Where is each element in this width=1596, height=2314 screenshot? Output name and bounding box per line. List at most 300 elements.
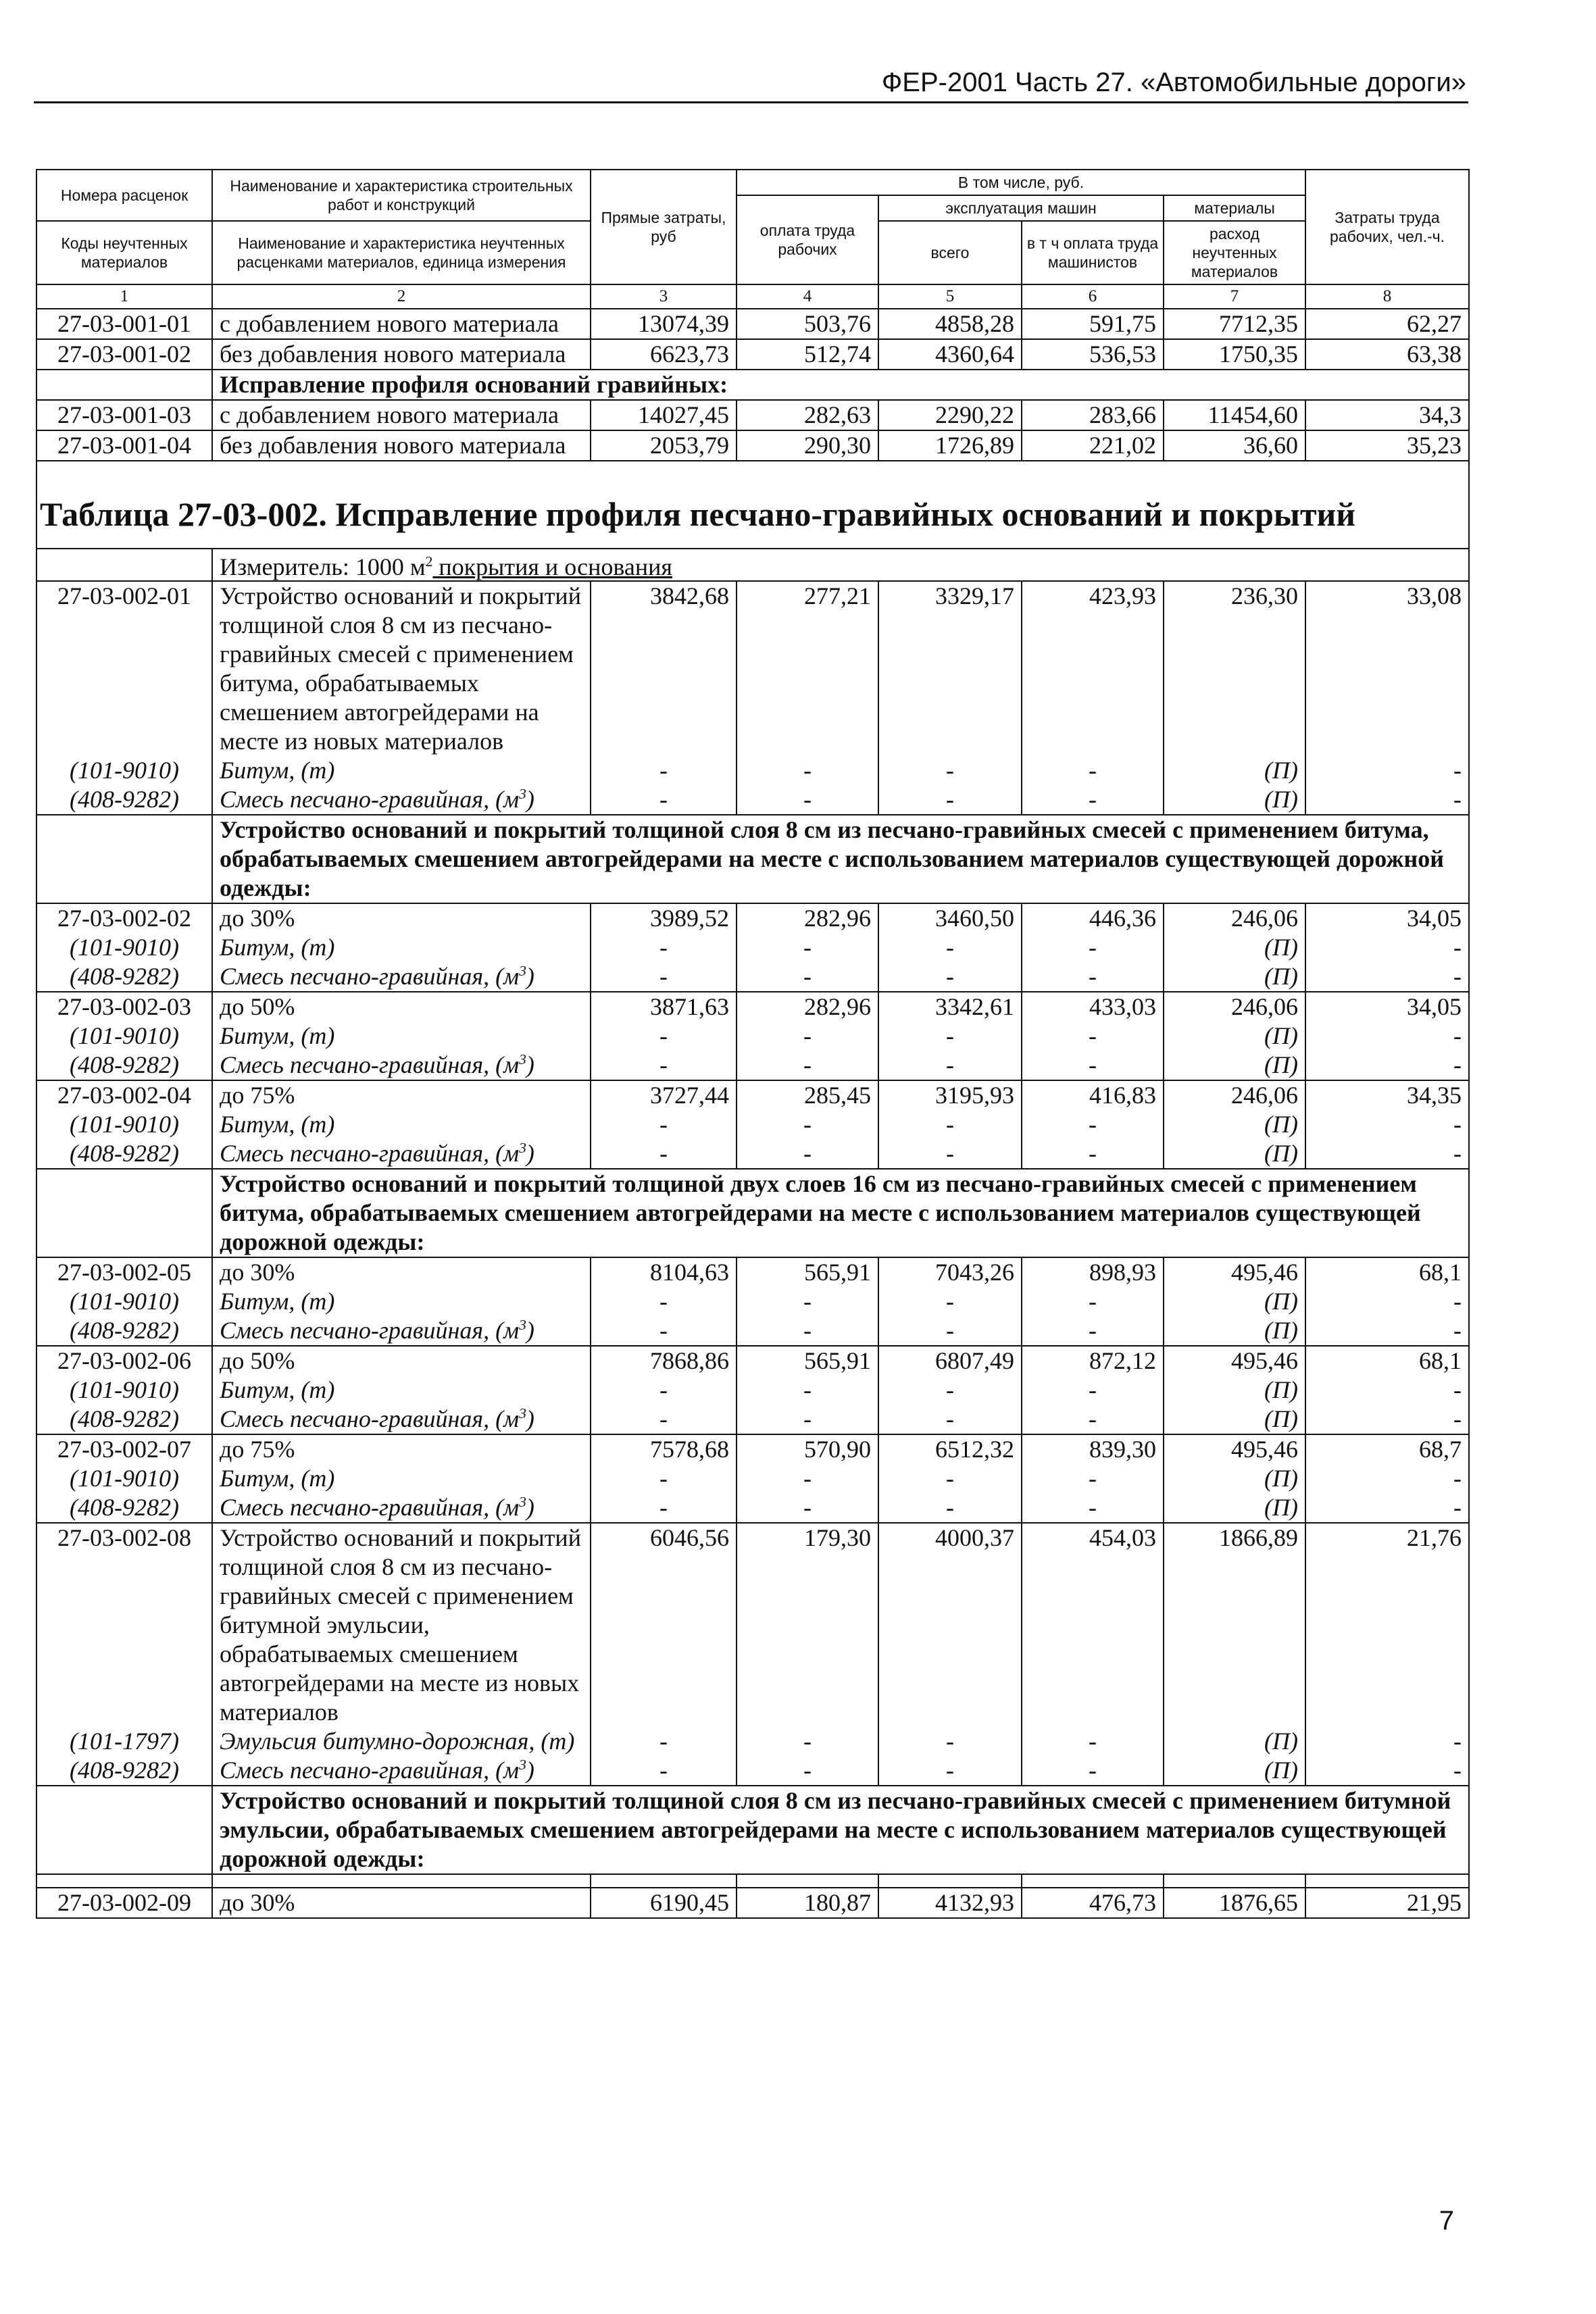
empty-value-dash: - xyxy=(1022,1110,1164,1139)
rate-machines: 6512,32 xyxy=(878,1434,1022,1464)
rate-materials: 495,46 xyxy=(1164,1434,1305,1464)
blank-cell xyxy=(878,1874,1022,1888)
material-row xyxy=(36,1316,1469,1346)
hdr-col2-bottom: Наименование и характеристика неучтенных расценками материалов, единица измерения xyxy=(212,221,591,284)
material-name-text: Эмульсия битумно-дорожная, (т) xyxy=(220,1728,575,1755)
material-name xyxy=(212,1405,591,1434)
material-name-text: Смесь песчано-гравийная, (м xyxy=(220,1140,520,1167)
meter-text xyxy=(212,549,1469,581)
column-numbers-row xyxy=(36,284,1469,309)
hdr-direct-costs: Прямые затраты, руб xyxy=(591,170,737,284)
material-code: (408-9282) xyxy=(36,962,212,992)
rate-row xyxy=(36,1434,1469,1464)
unaccounted-material-mark: (П) xyxy=(1164,785,1305,815)
rate-row xyxy=(36,339,1469,370)
material-name-text: Битум, (т) xyxy=(220,1111,335,1138)
rate-operators: 283,66 xyxy=(1022,400,1164,430)
hdr-materials: материалы xyxy=(1164,195,1305,221)
unaccounted-material-mark: (П) xyxy=(1164,1464,1305,1493)
empty-value-dash: - xyxy=(591,1405,737,1434)
section-heading: Исправление профиля оснований гравийных: xyxy=(212,370,1469,400)
unaccounted-material-mark: (П) xyxy=(1164,1493,1305,1523)
empty-value-dash: - xyxy=(1305,1405,1469,1434)
material-code: (408-9282) xyxy=(36,785,212,815)
blank-cell xyxy=(212,1874,591,1888)
rate-operators: 872,12 xyxy=(1022,1346,1164,1376)
empty-value-dash: - xyxy=(878,1316,1022,1346)
rate-name: до 30% xyxy=(212,1888,591,1918)
empty-value-dash: - xyxy=(878,756,1022,785)
rate-direct: 3842,68 xyxy=(591,581,737,756)
empty-value-dash: - xyxy=(1305,1022,1469,1051)
rate-direct: 14027,45 xyxy=(591,400,737,430)
rate-code: 27-03-002-07 xyxy=(36,1434,212,1464)
meter-superscript: 2 xyxy=(425,553,433,570)
col-number: 8 xyxy=(1305,284,1469,309)
rate-hours: 63,38 xyxy=(1305,339,1469,370)
empty-value-dash: - xyxy=(737,1376,878,1405)
rate-operators: 416,83 xyxy=(1022,1080,1164,1110)
empty-value-dash: - xyxy=(1022,1405,1164,1434)
hdr-labor-hours: Затраты труда рабочих, чел.-ч. xyxy=(1305,170,1469,284)
rate-materials: 1866,89 xyxy=(1164,1523,1305,1727)
material-name xyxy=(212,756,591,785)
meter-spacer xyxy=(36,549,212,581)
empty-value-dash: - xyxy=(591,1316,737,1346)
rate-labor: 565,91 xyxy=(737,1257,878,1287)
rate-machines: 6807,49 xyxy=(878,1346,1022,1376)
hdr-col2-top: Наименование и характеристика строительных работ и конструкций xyxy=(212,170,591,221)
empty-value-dash: - xyxy=(878,1405,1022,1434)
rate-direct: 8104,63 xyxy=(591,1257,737,1287)
rate-operators: 839,30 xyxy=(1022,1434,1164,1464)
hdr-col1-top: Номера расценок xyxy=(36,170,212,221)
empty-value-dash: - xyxy=(737,1051,878,1080)
empty-value-dash: - xyxy=(1022,1376,1164,1405)
rate-row xyxy=(36,903,1469,933)
material-row xyxy=(36,1405,1469,1434)
rate-code: 27-03-002-05 xyxy=(36,1257,212,1287)
material-name-text: Смесь песчано-гравийная, (м xyxy=(220,1317,520,1344)
rate-code: 27-03-002-01 xyxy=(36,581,212,756)
empty-value-dash: - xyxy=(878,1022,1022,1051)
material-code: (408-9282) xyxy=(36,1405,212,1434)
rate-hours: 21,76 xyxy=(1305,1523,1469,1727)
material-name xyxy=(212,1022,591,1051)
unaccounted-material-mark: (П) xyxy=(1164,962,1305,992)
empty-value-dash: - xyxy=(878,1139,1022,1169)
empty-value-dash: - xyxy=(737,933,878,962)
rate-materials: 495,46 xyxy=(1164,1257,1305,1287)
rate-machines: 7043,26 xyxy=(878,1257,1022,1287)
material-code: (101-1797) xyxy=(36,1727,212,1756)
rate-direct: 3989,52 xyxy=(591,903,737,933)
rate-code: 27-03-002-04 xyxy=(36,1080,212,1110)
rate-materials: 1876,65 xyxy=(1164,1888,1305,1918)
hdr-operators-pay: в т ч оплата труда машинистов xyxy=(1022,221,1164,284)
rate-name: с добавлением нового материала xyxy=(212,400,591,430)
empty-value-dash: - xyxy=(1022,962,1164,992)
col-number: 6 xyxy=(1022,284,1164,309)
page-header: ФЕР-2001 Часть 27. «Автомобильные дороги» xyxy=(881,68,1466,97)
material-code: (408-9282) xyxy=(36,1493,212,1523)
rate-labor: 290,30 xyxy=(737,430,878,461)
material-code: (101-9010) xyxy=(36,756,212,785)
empty-value-dash: - xyxy=(878,1464,1022,1493)
material-row xyxy=(36,1139,1469,1169)
meter-prefix: Измеритель: 1000 м xyxy=(220,553,426,580)
blank-cell xyxy=(591,1874,737,1888)
empty-value-dash: - xyxy=(737,785,878,815)
col-number: 2 xyxy=(212,284,591,309)
rate-direct: 13074,39 xyxy=(591,309,737,339)
material-name xyxy=(212,1464,591,1493)
empty-value-dash: - xyxy=(737,1287,878,1316)
rate-materials: 11454,60 xyxy=(1164,400,1305,430)
empty-value-dash: - xyxy=(737,756,878,785)
rate-name: без добавления нового материала xyxy=(212,430,591,461)
table-title-row xyxy=(36,461,1469,549)
empty-value-dash: - xyxy=(591,1051,737,1080)
col-number: 7 xyxy=(1164,284,1305,309)
empty-value-dash: - xyxy=(591,1287,737,1316)
empty-value-dash: - xyxy=(1305,1493,1469,1523)
material-name xyxy=(212,1316,591,1346)
rate-hours: 33,08 xyxy=(1305,581,1469,756)
rate-materials: 246,06 xyxy=(1164,903,1305,933)
empty-value-dash: - xyxy=(591,1376,737,1405)
empty-value-dash: - xyxy=(591,1493,737,1523)
material-name-text: Битум, (т) xyxy=(220,757,335,784)
material-row xyxy=(36,1464,1469,1493)
rate-materials: 246,06 xyxy=(1164,1080,1305,1110)
empty-value-dash: - xyxy=(737,1464,878,1493)
rate-operators: 898,93 xyxy=(1022,1257,1164,1287)
rates-table xyxy=(36,169,1470,1919)
rate-direct: 7578,68 xyxy=(591,1434,737,1464)
empty-value-dash: - xyxy=(1022,1493,1164,1523)
rate-labor: 179,30 xyxy=(737,1523,878,1727)
blank-cell xyxy=(1164,1874,1305,1888)
header-row-1 xyxy=(36,170,1469,195)
rate-name: до 50% xyxy=(212,1346,591,1376)
material-name-text: Смесь песчано-гравийная, (м xyxy=(220,1051,520,1078)
rate-code: 27-03-001-04 xyxy=(36,430,212,461)
empty-value-dash: - xyxy=(878,1287,1022,1316)
material-name-text: ) xyxy=(526,963,534,990)
material-row xyxy=(36,1022,1469,1051)
rate-row xyxy=(36,1257,1469,1287)
rate-name: до 30% xyxy=(212,1257,591,1287)
unit-superscript: 3 xyxy=(519,1140,526,1156)
rate-labor: 512,74 xyxy=(737,339,878,370)
empty-value-dash: - xyxy=(591,1756,737,1786)
empty-value-dash: - xyxy=(1305,1376,1469,1405)
rate-row xyxy=(36,1080,1469,1110)
unaccounted-material-mark: (П) xyxy=(1164,1376,1305,1405)
rate-operators: 536,53 xyxy=(1022,339,1164,370)
unaccounted-material-mark: (П) xyxy=(1164,1316,1305,1346)
blank-cell xyxy=(36,1874,212,1888)
empty-value-dash: - xyxy=(591,1022,737,1051)
material-name xyxy=(212,1727,591,1756)
blank-cell xyxy=(737,1874,878,1888)
unaccounted-material-mark: (П) xyxy=(1164,756,1305,785)
rate-hours: 21,95 xyxy=(1305,1888,1469,1918)
empty-value-dash: - xyxy=(1305,1464,1469,1493)
section-spacer xyxy=(36,815,212,903)
rate-direct: 3871,63 xyxy=(591,992,737,1022)
empty-value-dash: - xyxy=(737,1493,878,1523)
rate-row xyxy=(36,430,1469,461)
hdr-group: В том числе, руб. xyxy=(737,170,1305,195)
rate-row xyxy=(36,1523,1469,1727)
blank-cell xyxy=(1305,1874,1469,1888)
material-code: (101-9010) xyxy=(36,1464,212,1493)
rate-direct: 6046,56 xyxy=(591,1523,737,1727)
rate-name: с добавлением нового материала xyxy=(212,309,591,339)
material-row xyxy=(36,1110,1469,1139)
rate-code: 27-03-002-08 xyxy=(36,1523,212,1727)
hdr-unaccounted-materials: расход неучтенных материалов xyxy=(1164,221,1305,284)
rate-name: до 50% xyxy=(212,992,591,1022)
empty-value-dash: - xyxy=(591,1110,737,1139)
unaccounted-material-mark: (П) xyxy=(1164,1022,1305,1051)
unit-superscript: 3 xyxy=(519,1494,526,1510)
rate-name: Устройство оснований и покрытий толщиной слоя 8 см из песчано-гравийных смесей с применением битума, обрабатываемых смешением автогрейдерами на месте из новых материалов xyxy=(212,581,591,756)
unit-superscript: 3 xyxy=(519,1317,526,1333)
rate-hours: 35,23 xyxy=(1305,430,1469,461)
empty-value-dash: - xyxy=(1022,1756,1164,1786)
empty-value-dash: - xyxy=(1305,756,1469,785)
section-spacer xyxy=(36,1786,212,1874)
section-row xyxy=(36,815,1469,903)
rate-name: до 75% xyxy=(212,1080,591,1110)
rate-code: 27-03-001-01 xyxy=(36,309,212,339)
empty-value-dash: - xyxy=(878,1493,1022,1523)
material-code: (408-9282) xyxy=(36,1139,212,1169)
material-name xyxy=(212,1287,591,1316)
empty-value-dash: - xyxy=(591,1727,737,1756)
material-code: (101-9010) xyxy=(36,1287,212,1316)
empty-value-dash: - xyxy=(1305,1110,1469,1139)
material-name-text: ) xyxy=(526,1317,534,1344)
empty-value-dash: - xyxy=(737,1139,878,1169)
material-name-text: Смесь песчано-гравийная, (м xyxy=(220,963,520,990)
empty-value-dash: - xyxy=(737,1405,878,1434)
rate-name: Устройство оснований и покрытий толщиной слоя 8 см из песчано-гравийных смесей с применением битумной эмульсии, обрабатываемых смешением автогрейдерами на месте из новых материалов xyxy=(212,1523,591,1727)
rate-machines: 3460,50 xyxy=(878,903,1022,933)
material-name-text: Смесь песчано-гравийная, (м xyxy=(220,786,520,813)
material-code: (101-9010) xyxy=(36,1376,212,1405)
col-number: 4 xyxy=(737,284,878,309)
rate-labor: 565,91 xyxy=(737,1346,878,1376)
rate-code: 27-03-002-02 xyxy=(36,903,212,933)
material-name-text: Битум, (т) xyxy=(220,934,335,961)
material-name xyxy=(212,1139,591,1169)
material-name xyxy=(212,785,591,815)
material-code: (408-9282) xyxy=(36,1051,212,1080)
section-heading: Устройство оснований и покрытий толщиной слоя 8 см из песчано-гравийных смесей с применением битума, обрабатываемых смешением автогрейдерами на месте с использованием материалов существующей дорожной одежды: xyxy=(212,815,1469,903)
material-code: (101-9010) xyxy=(36,933,212,962)
empty-value-dash: - xyxy=(737,962,878,992)
unaccounted-material-mark: (П) xyxy=(1164,1110,1305,1139)
rate-machines: 4858,28 xyxy=(878,309,1022,339)
rate-labor: 282,63 xyxy=(737,400,878,430)
unaccounted-material-mark: (П) xyxy=(1164,933,1305,962)
unit-superscript: 3 xyxy=(519,963,526,979)
material-row xyxy=(36,1051,1469,1080)
header-rule xyxy=(34,101,1468,103)
rate-labor: 180,87 xyxy=(737,1888,878,1918)
rate-direct: 3727,44 xyxy=(591,1080,737,1110)
material-name xyxy=(212,1376,591,1405)
material-name xyxy=(212,1110,591,1139)
rate-labor: 570,90 xyxy=(737,1434,878,1464)
rate-machines: 4360,64 xyxy=(878,339,1022,370)
material-name-text: Смесь песчано-гравийная, (м xyxy=(220,1494,520,1521)
empty-value-dash: - xyxy=(1305,1139,1469,1169)
material-name xyxy=(212,1756,591,1786)
material-name-text: Битум, (т) xyxy=(220,1376,335,1403)
material-name-text: ) xyxy=(526,1494,534,1521)
col-number: 3 xyxy=(591,284,737,309)
material-name-text: ) xyxy=(526,1140,534,1167)
unaccounted-material-mark: (П) xyxy=(1164,1756,1305,1786)
empty-value-dash: - xyxy=(591,785,737,815)
material-code: (101-9010) xyxy=(36,1110,212,1139)
material-name xyxy=(212,933,591,962)
empty-value-dash: - xyxy=(591,1139,737,1169)
hdr-col1-bottom: Коды неучтенных материалов xyxy=(36,221,212,284)
material-name xyxy=(212,962,591,992)
unit-superscript: 3 xyxy=(519,1405,526,1422)
empty-value-dash: - xyxy=(1305,1727,1469,1756)
material-row xyxy=(36,933,1469,962)
rate-direct: 2053,79 xyxy=(591,430,737,461)
rate-machines: 2290,22 xyxy=(878,400,1022,430)
page-number: 7 xyxy=(1439,2206,1454,2236)
rate-direct: 6190,45 xyxy=(591,1888,737,1918)
unaccounted-material-mark: (П) xyxy=(1164,1051,1305,1080)
section-spacer xyxy=(36,1169,212,1257)
material-row xyxy=(36,1493,1469,1523)
rate-name: до 75% xyxy=(212,1434,591,1464)
material-name-text: ) xyxy=(526,1051,534,1078)
section-row xyxy=(36,1169,1469,1257)
empty-value-dash: - xyxy=(737,1316,878,1346)
rate-row xyxy=(36,1346,1469,1376)
material-row xyxy=(36,1727,1469,1756)
rate-machines: 1726,89 xyxy=(878,430,1022,461)
rate-row xyxy=(36,581,1469,756)
rate-materials: 1750,35 xyxy=(1164,339,1305,370)
rate-hours: 34,05 xyxy=(1305,903,1469,933)
empty-value-dash: - xyxy=(1305,1316,1469,1346)
unit-superscript: 3 xyxy=(519,1757,526,1773)
empty-value-dash: - xyxy=(1022,1022,1164,1051)
rate-row xyxy=(36,309,1469,339)
rate-direct: 6623,73 xyxy=(591,339,737,370)
rate-code: 27-03-002-09 xyxy=(36,1888,212,1918)
empty-value-dash: - xyxy=(1305,1051,1469,1080)
empty-value-dash: - xyxy=(591,756,737,785)
rate-hours: 68,1 xyxy=(1305,1257,1469,1287)
material-name-text: Битум, (т) xyxy=(220,1288,335,1315)
rate-labor: 277,21 xyxy=(737,581,878,756)
rate-row xyxy=(36,1888,1469,1918)
empty-value-dash: - xyxy=(1305,1756,1469,1786)
rate-materials: 495,46 xyxy=(1164,1346,1305,1376)
section-spacer xyxy=(36,370,212,400)
rate-operators: 454,03 xyxy=(1022,1523,1164,1727)
empty-value-dash: - xyxy=(591,933,737,962)
rate-materials: 236,30 xyxy=(1164,581,1305,756)
rate-hours: 68,1 xyxy=(1305,1346,1469,1376)
empty-value-dash: - xyxy=(1022,756,1164,785)
rate-machines: 4000,37 xyxy=(878,1523,1022,1727)
rate-machines: 3342,61 xyxy=(878,992,1022,1022)
empty-value-dash: - xyxy=(591,962,737,992)
rate-operators: 446,36 xyxy=(1022,903,1164,933)
unaccounted-material-mark: (П) xyxy=(1164,1287,1305,1316)
empty-value-dash: - xyxy=(1305,1287,1469,1316)
section-heading: Устройство оснований и покрытий толщиной слоя 8 см из песчано-гравийных смесей с применением битумной эмульсии, обрабатываемых смешением автогрейдерами на месте с использованием материалов существующей дорожной одежды: xyxy=(212,1786,1469,1874)
unaccounted-material-mark: (П) xyxy=(1164,1139,1305,1169)
material-row xyxy=(36,962,1469,992)
empty-value-dash: - xyxy=(1022,1139,1164,1169)
empty-value-dash: - xyxy=(878,1110,1022,1139)
rate-labor: 285,45 xyxy=(737,1080,878,1110)
rate-row xyxy=(36,992,1469,1022)
rate-row xyxy=(36,400,1469,430)
empty-value-dash: - xyxy=(737,1110,878,1139)
rate-machines: 4132,93 xyxy=(878,1888,1022,1918)
rate-name: до 30% xyxy=(212,903,591,933)
blank-cell xyxy=(1022,1874,1164,1888)
meter-row xyxy=(36,549,1469,581)
material-name xyxy=(212,1051,591,1080)
rate-operators: 476,73 xyxy=(1022,1888,1164,1918)
section-row xyxy=(36,1786,1469,1874)
empty-value-dash: - xyxy=(737,1756,878,1786)
material-name-text: ) xyxy=(526,1405,534,1432)
material-name-text: ) xyxy=(526,1757,534,1784)
rate-code: 27-03-001-03 xyxy=(36,400,212,430)
material-name-text: ) xyxy=(526,786,534,813)
hdr-machines-total: всего xyxy=(878,221,1022,284)
empty-value-dash: - xyxy=(1305,933,1469,962)
rate-labor: 282,96 xyxy=(737,992,878,1022)
rate-labor: 282,96 xyxy=(737,903,878,933)
empty-value-dash: - xyxy=(737,1727,878,1756)
material-name-text: Смесь песчано-гравийная, (м xyxy=(220,1405,520,1432)
empty-value-dash: - xyxy=(1022,1316,1164,1346)
rate-code: 27-03-002-06 xyxy=(36,1346,212,1376)
empty-value-dash: - xyxy=(1022,1464,1164,1493)
hdr-machines: эксплуатация машин xyxy=(878,195,1164,221)
empty-value-dash: - xyxy=(1022,1287,1164,1316)
rate-hours: 34,35 xyxy=(1305,1080,1469,1110)
material-code: (408-9282) xyxy=(36,1316,212,1346)
material-name-text: Битум, (т) xyxy=(220,1465,335,1492)
rate-materials: 246,06 xyxy=(1164,992,1305,1022)
rate-materials: 36,60 xyxy=(1164,430,1305,461)
material-code: (408-9282) xyxy=(36,1756,212,1786)
empty-value-dash: - xyxy=(878,1756,1022,1786)
empty-value-dash: - xyxy=(878,962,1022,992)
unaccounted-material-mark: (П) xyxy=(1164,1727,1305,1756)
